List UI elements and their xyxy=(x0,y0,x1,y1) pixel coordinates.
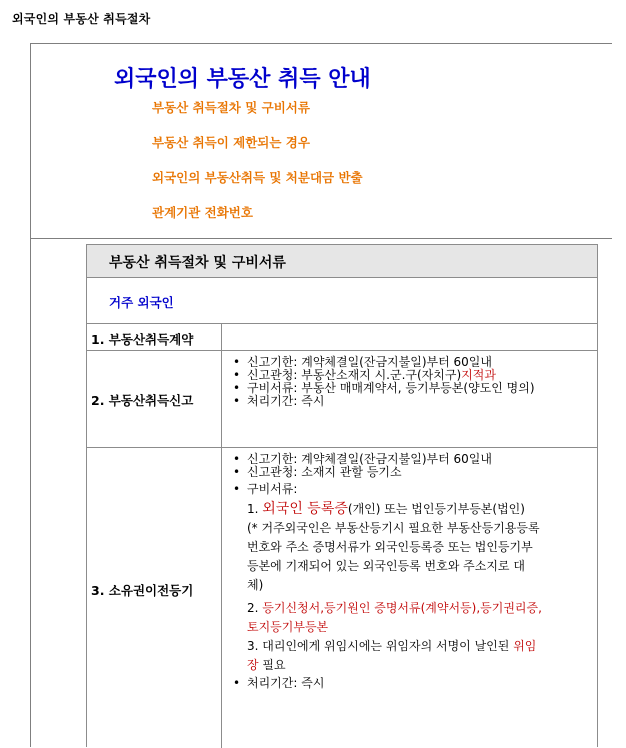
link-acquisition-restrictions[interactable]: 부동산 취득이 제한되는 경우 xyxy=(152,135,310,150)
link-agency-phone-numbers[interactable]: 관계기관 전화번호 xyxy=(152,205,253,220)
top-rule xyxy=(30,43,612,44)
transfer-detail-list xyxy=(229,453,591,690)
row-label-report: 2. 부동산취득신고 xyxy=(91,393,194,408)
page-header: 외국인의 부동산 취득절차 xyxy=(12,12,151,26)
list-item: • 신고기한: 계약체결일(잔금지불일)부터 60일내 xyxy=(233,355,492,369)
link-acquisition-procedure[interactable]: 부동산 취득절차 및 구비서류 xyxy=(152,100,310,115)
list-item: • 신고관청: 부동산소재지 시.군.구(자치구)지적과 xyxy=(233,368,496,382)
list-item: • 구비서류: 부동산 매매계약서, 등기부등본(양도인 명의) xyxy=(233,381,535,395)
group-label-resident-foreigner: 거주 외국인 xyxy=(109,295,174,310)
section-title-bar xyxy=(87,245,597,278)
list-item: • 처리기간: 즉시 xyxy=(233,676,325,690)
procedure-table xyxy=(86,244,598,747)
list-item: • 구비서류: xyxy=(233,482,298,496)
left-rule xyxy=(30,43,31,747)
report-detail-list xyxy=(229,356,535,408)
table-row-divider xyxy=(87,447,597,448)
list-item: • 처리기간: 즉시 xyxy=(233,394,325,408)
page-title: 외국인의 부동산 취득 안내 xyxy=(114,67,371,92)
list-item: • 신고관청: 소재지 관할 등기소 xyxy=(233,465,402,479)
row-label-contract: 1. 부동산취득계약 xyxy=(91,332,194,347)
section-divider xyxy=(30,238,612,239)
link-proceeds-remittance[interactable]: 외국인의 부동산취득 및 처분대금 반출 xyxy=(152,170,363,185)
column-divider xyxy=(221,323,222,748)
table-divider xyxy=(87,323,597,324)
table-row-divider xyxy=(87,350,597,351)
list-item: • 신고기한: 계약체결일(잔금지불일)부터 60일내 xyxy=(233,452,492,466)
row-label-ownership-transfer: 3. 소유권이전등기 xyxy=(91,583,194,598)
list-item: 1. 외국인 등록증(개인) 또는 법인등기부등본(법인) (* 거주외국인은 부동산등기시 필요한 부동산등기용등록 번호와 주소 증명서류가 외국인등록증 또는 법인등기부 등본에 기재되어 있는 외국인등록 번호와 주소지로 대 체) 2. 등기신청서,등기원인 증명서류(계약서등),등기권리증, 토지등기부등본 3. 대리인에게 위임시에는 위임자의 서명이 날인된 위임 장 필요 xyxy=(247,501,542,672)
section-title: 부동산 취득절차 및 구비서류 xyxy=(109,255,286,271)
